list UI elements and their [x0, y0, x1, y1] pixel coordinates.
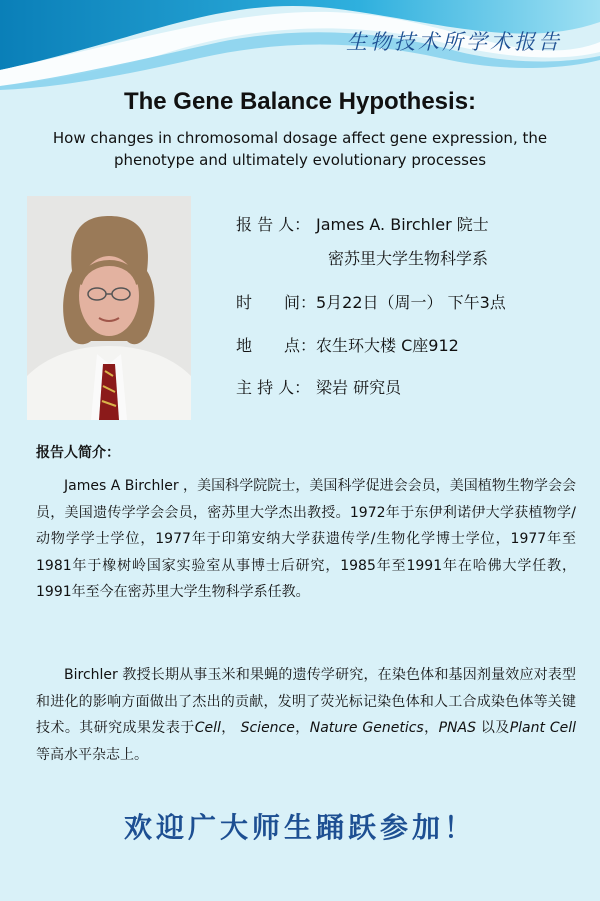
place-row [236, 333, 459, 356]
host-value: 梁岩 研究员 [316, 378, 402, 397]
institute-label: 生物技术所学术报告 [346, 30, 562, 54]
welcome-message: 欢迎广大师生踊跃参加！ [123, 811, 476, 844]
speaker-photo [27, 196, 191, 420]
bio-section-title: 报告人简介： [36, 445, 120, 461]
separator: 以及 [475, 720, 510, 736]
journal-pnas: PNAS [438, 720, 476, 736]
portrait-photo-icon [27, 196, 191, 420]
talk-subtitle: How changes in chromosomal dosage affect gene expression, the phenotype and ultimately evolutionary processes [52, 129, 548, 169]
time-value: 5月22日（周一） 下午3点 [316, 293, 506, 312]
talk-title: The Gene Balance Hypothesis: [123, 88, 477, 115]
speaker-name: James A. Birchler 院士 [316, 215, 489, 234]
time-row [236, 290, 506, 313]
bio-paragraph-1: James A Birchler ，美国科学院院士，美国科学促进会会员，美国植物生物学会会员，美国遗传学学会会员，密苏里大学杰出教授。1972年于东伊利诺伊大学获植物学/动物学学士学位，1977年于印第安纳大学获遗传学/生物化学博士学位，1977年至1981年于橡树岭国家实验室从事博士后研究，1985年至1991年在哈佛大学任教，1991年至今在密苏里大学生物科学系任教。 [36, 478, 576, 600]
journal-cell: Cell [194, 720, 221, 736]
speaker-dept: 密苏里大学生物科学系 [328, 249, 489, 268]
bio-paragraph-2 [36, 662, 576, 768]
host-label: 主 持 人： [236, 378, 311, 397]
place-value: 农生环大楼 C座912 [316, 336, 459, 355]
separator: ， [423, 720, 439, 736]
speaker-row [236, 212, 489, 235]
bio-paragraph-2-intro: Birchler 教授长期从事玉米和果蝇的遗传学研究，在染色体和基因剂量效应对表型和进化的影响方面做出了杰出的贡献，发明了荧光标记染色体和人工合成染色体等关键技术。其研究成果发表于 [36, 667, 576, 736]
host-row [236, 375, 401, 398]
time-label: 时 间： [236, 293, 317, 312]
separator: ， [294, 720, 310, 736]
journal-science: Science [240, 720, 295, 736]
separator: ， [220, 720, 241, 736]
speaker-label: 报 告 人： [236, 215, 311, 234]
journal-nature-genetics: Nature Genetics [309, 720, 424, 736]
place-label: 地 点： [236, 336, 317, 355]
bio-paragraph-2-end: 等高水平杂志上。 [36, 746, 148, 763]
journal-plant-cell: Plant Cell [509, 720, 577, 736]
